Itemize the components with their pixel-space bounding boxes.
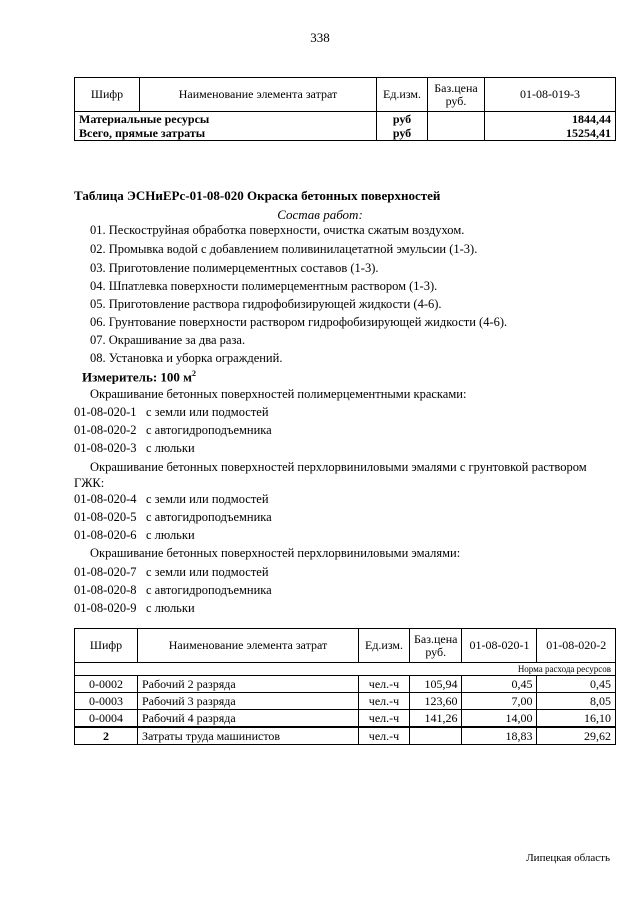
row-value: 1844,44 [485, 112, 616, 127]
code-row [74, 405, 269, 420]
table-row [75, 112, 616, 127]
work-item: 04. Шпатлевка поверхности полимерцементным раствором (1-3). [90, 279, 438, 293]
cell-v2: 16,10 [537, 710, 616, 728]
row-name: Материальные ресурсы [75, 112, 377, 127]
region-footer: Липецкая область [526, 852, 610, 864]
table-row [75, 126, 616, 141]
cell-name: Рабочий 2 разряда [138, 676, 359, 693]
code-text: с земли или подмостей [146, 565, 269, 579]
code: 01-08-020-4 [74, 492, 137, 506]
code-row [74, 601, 195, 616]
header-unit: Ед.изм. [377, 78, 428, 112]
group-title: Окрашивание бетонных поверхностей полимерцементными красками: [90, 387, 467, 401]
cell-code: 2 [75, 727, 138, 745]
meter [82, 369, 196, 385]
code-row [74, 528, 195, 543]
work-item: 05. Приготовление раствора гидрофобизирующей жидкости (4-6). [90, 297, 442, 311]
header-price: Баз.цена руб. [428, 78, 485, 112]
work-item: 07. Окрашивание за два раза. [90, 333, 246, 347]
code-text: с автогидроподъемника [146, 510, 272, 524]
cell-price [410, 727, 462, 745]
code: 01-08-020-2 [74, 423, 137, 437]
top-cost-table [74, 77, 616, 141]
resource-norm-table [74, 628, 616, 745]
header-unit: Ед.изм. [359, 629, 410, 663]
norm-label-row [75, 663, 616, 676]
table-header-row [75, 629, 616, 663]
code: 01-08-020-9 [74, 601, 137, 615]
row-name: Всего, прямые затраты [75, 126, 377, 141]
cell-unit: чел.-ч [359, 676, 410, 693]
cell-v2: 0,45 [537, 676, 616, 693]
code: 01-08-020-7 [74, 565, 137, 579]
cell-name: Рабочий 4 разряда [138, 710, 359, 728]
cell-v2: 29,62 [537, 727, 616, 745]
cell-v1: 14,00 [462, 710, 537, 728]
cell-unit: чел.-ч [359, 710, 410, 728]
composition-title: Состав работ: [277, 207, 363, 222]
header-col-2: 01-08-020-2 [537, 629, 616, 663]
code-row [74, 492, 269, 507]
header-name: Наименование элемента затрат [138, 629, 359, 663]
cell-name: Затраты труда машинистов [138, 727, 359, 745]
cell-v1: 0,45 [462, 676, 537, 693]
group-title: Окрашивание бетонных поверхностей перхлорвиниловыми эмалями: [90, 546, 461, 560]
cell-price: 141,26 [410, 710, 462, 728]
header-col-1: 01-08-020-1 [462, 629, 537, 663]
row-value: 15254,41 [485, 126, 616, 141]
cell-code: 0-0003 [75, 693, 138, 710]
cell-unit: чел.-ч [359, 693, 410, 710]
meter-label: Измеритель: 100 м [82, 369, 193, 385]
header-name: Наименование элемента затрат [140, 78, 377, 112]
work-item: 03. Приготовление полимерцементных составов (1-3). [90, 261, 379, 275]
code-row [74, 565, 269, 580]
code-text: с люльки [146, 601, 195, 615]
cell-code: 0-0002 [75, 676, 138, 693]
code: 01-08-020-6 [74, 528, 137, 542]
cell-unit: чел.-ч [359, 727, 410, 745]
code-row [74, 583, 272, 598]
work-item: 01. Пескоструйная обработка поверхности, очистка сжатым воздухом. [90, 223, 465, 237]
table-row [75, 676, 616, 693]
table-row [75, 693, 616, 710]
row-price [428, 126, 485, 141]
table-header-row [75, 78, 616, 112]
header-code: Шифр [75, 78, 140, 112]
total-row [75, 727, 616, 745]
code-text: с автогидроподъемника [146, 423, 272, 437]
cell-name: Рабочий 3 разряда [138, 693, 359, 710]
code-row [74, 423, 272, 438]
code: 01-08-020-1 [74, 405, 137, 419]
table-row [75, 710, 616, 728]
row-unit: руб [377, 112, 428, 127]
code: 01-08-020-3 [74, 441, 137, 455]
meter-sup: 2 [192, 369, 197, 378]
code-row [74, 441, 195, 456]
cell-v1: 18,83 [462, 727, 537, 745]
cell-v2: 8,05 [537, 693, 616, 710]
norm-label: Норма расхода ресурсов [75, 663, 616, 676]
group-title: Окрашивание бетонных поверхностей перхлорвиниловыми эмалями с грунтовкой раствором ГЖК: [74, 460, 587, 490]
cell-price: 105,94 [410, 676, 462, 693]
code-text: с земли или подмостей [146, 405, 269, 419]
work-item: 06. Грунтование поверхности раствором гидрофобизирующей жидкости (4-6). [90, 315, 508, 329]
code-text: с автогидроподъемника [146, 583, 272, 597]
code-text: с люльки [146, 441, 195, 455]
code: 01-08-020-8 [74, 583, 137, 597]
work-item: 08. Установка и уборка ограждений. [90, 351, 283, 365]
code: 01-08-020-5 [74, 510, 137, 524]
row-unit: руб [377, 126, 428, 141]
code-text: с земли или подмостей [146, 492, 269, 506]
table-title: Таблица ЭСНиЕРс-01-08-020 Окраска бетонных поверхностей [74, 188, 441, 203]
cell-code: 0-0004 [75, 710, 138, 728]
cell-v1: 7,00 [462, 693, 537, 710]
header-code: Шифр [75, 629, 138, 663]
code-row [74, 510, 272, 525]
row-price [428, 112, 485, 127]
header-code-col: 01-08-019-3 [485, 78, 616, 112]
page-number: 338 [310, 30, 330, 45]
work-item: 02. Промывка водой с добавлением поливинилацетатной эмульсии (1-3). [90, 242, 478, 256]
header-price: Баз.цена руб. [410, 629, 462, 663]
cell-price: 123,60 [410, 693, 462, 710]
code-text: с люльки [146, 528, 195, 542]
